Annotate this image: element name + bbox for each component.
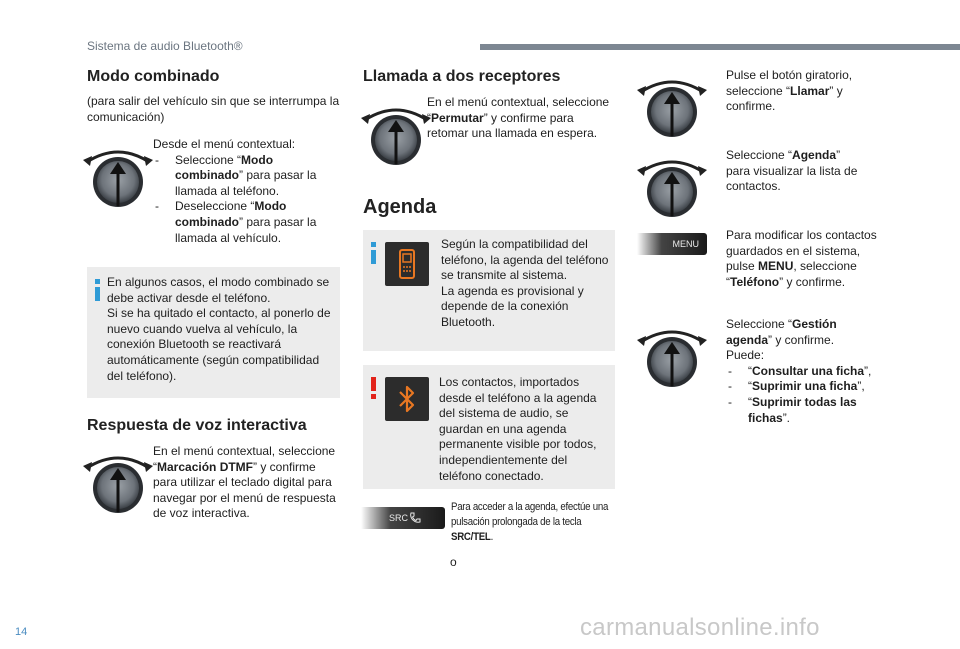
header-title: Sistema de audio Bluetooth® [87, 39, 243, 53]
agenda-title: Agenda [363, 196, 437, 218]
step2-text: Seleccione “Agenda” para visualizar la lista de contactos. [726, 148, 858, 194]
modo-combinado-intro: (para salir del vehículo sin que se interrumpa la comunicación) [87, 94, 340, 124]
rotary-knob-press-icon [637, 150, 707, 220]
warning-icon [371, 377, 376, 399]
puede-label: Puede: [726, 348, 765, 363]
step4-text: Seleccione “Gestión agenda” y confirme. Puede: - “Consultar una ficha”, - “Suprimir una ficha”, - “Suprimir todas las fichas”. [726, 317, 876, 426]
info-box-agenda [363, 230, 615, 351]
phone-handset-icon [409, 512, 421, 524]
modo-combinado-title: Modo combinado [87, 68, 220, 85]
src-button-label: SRC [389, 513, 409, 523]
rotary-knob-press-icon [83, 446, 153, 516]
list-item: - Deseleccione “Modo combinado” para pasar la llamada al vehículo. [153, 199, 343, 246]
rotary-knob-press-icon [361, 98, 431, 168]
step-lead: Desde el menú contextual: [153, 137, 296, 151]
llamada-text: En el menú contextual, seleccione “Permutar” y confirme para retomar una llamada en espera. [427, 95, 610, 141]
step3-text: Para modificar los contactos guardados en el sistema, pulse MENU, seleccione “Teléfono” y confirme. [726, 228, 877, 289]
list-item: - “Suprimir una ficha”, [726, 379, 876, 395]
warning-box-agenda [363, 365, 615, 489]
menu-button[interactable] [637, 233, 707, 255]
bluetooth-icon [385, 377, 429, 421]
page-number: 14 [15, 626, 28, 638]
respuesta-title: Respuesta de voz interactiva [87, 417, 307, 434]
agenda-warning-text: Los contactos, importados desde el teléfono a la agenda del sistema de audio, se guardan en una agenda permanente visible por todos, independientemente del teléfono conectado. [439, 375, 597, 483]
info-icon [95, 279, 100, 301]
rotary-knob-press-icon [83, 140, 153, 210]
or-text: o [450, 555, 457, 569]
list-item: - “Suprimir todas las fichas”. [726, 395, 876, 426]
src-note: Para acceder a la agenda, efectúe una pulsación prolongada de la tecla SRC/TEL. [451, 501, 609, 543]
src-tel-button[interactable] [361, 507, 445, 529]
info-text: En algunos casos, el modo combinado se debe activar desde el teléfono. Si se ha quitado el contacto, al ponerlo de nuevo cuando vuelva al vehículo, la conexión Bluetooth se reactivará automáticamente (según compatibilidad del teléfono). [107, 275, 331, 383]
step1-text: Pulse el botón giratorio, seleccione “Llamar” y confirme. [726, 68, 853, 114]
menu-button-label: MENU [672, 239, 699, 249]
phone-icon [385, 242, 429, 286]
list-item: - “Consultar una ficha”, [726, 364, 876, 380]
header-rule [480, 44, 960, 50]
watermark: carmanualsonline.info [580, 614, 820, 641]
respuesta-text: En el menú contextual, seleccione “Marcación DTMF” y confirme para utilizar el teclado digital para navegar por el menú de respuesta de voz interactiva. [153, 444, 336, 521]
rotary-knob-press-icon [637, 70, 707, 140]
rotary-knob-press-icon [637, 320, 707, 390]
list-item: - Seleccione “Modo combinado” para pasar la llamada al teléfono. [153, 153, 343, 200]
info-icon [371, 242, 376, 264]
modo-combinado-steps [153, 137, 343, 246]
llamada-title: Llamada a dos receptores [363, 68, 561, 85]
info-box-modo-combinado [87, 267, 340, 398]
agenda-info-text: Según la compatibilidad del teléfono, la agenda del teléfono se transmite al sistema. La agenda es provisional y depende de la conexión Bluetooth. [441, 237, 609, 329]
